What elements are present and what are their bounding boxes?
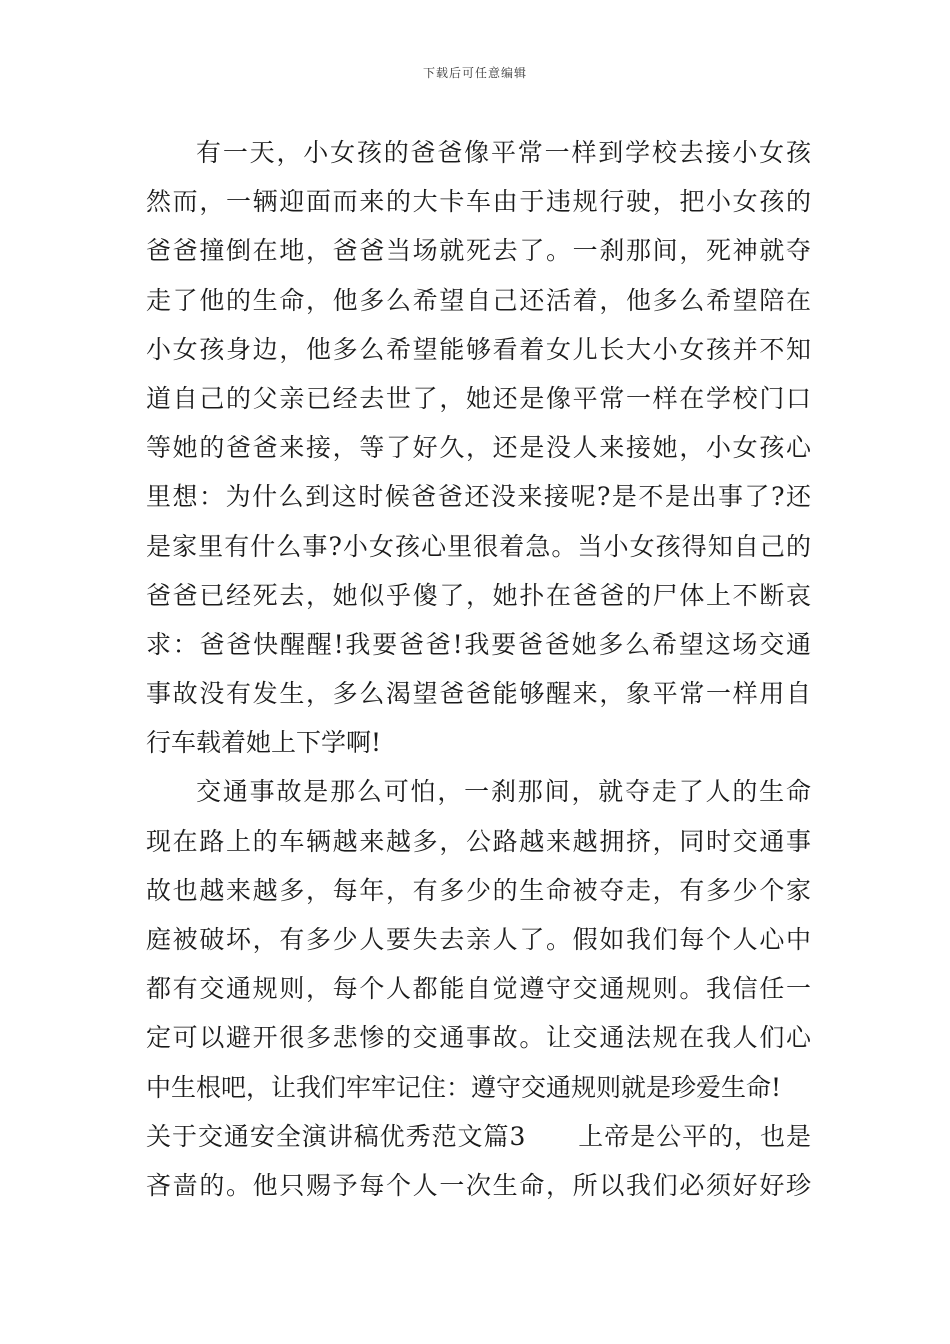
text-line: 道自己的父亲已经去世了，她还是像平常一样在学校门口: [146, 383, 811, 413]
text-line: 然而，一辆迎面而来的大卡车由于违规行驶，把小女孩的: [146, 187, 811, 217]
text-line: 事故没有发生，多么渴望爸爸能够醒来，象平常一样用自: [146, 679, 811, 709]
text-line: 吝啬的。他只赐予每个人一次生命，所以我们必须好好珍: [146, 1170, 811, 1200]
text-line: 故也越来越多，每年，有多少的生命被夺走，有多少个家: [146, 875, 811, 905]
text-line: 定可以避开很多悲惨的交通事故。让交通法规在我人们心: [146, 1023, 811, 1053]
text-line: 关于交通安全演讲稿优秀范文篇3 上帝是公平的，也是: [146, 1121, 811, 1151]
text-line: 走了他的生命，他多么希望自己还活着，他多么希望陪在: [146, 285, 811, 315]
text-line: 庭被破坏，有多少人要失去亲人了。假如我们每个人心中: [146, 925, 811, 954]
text-line: 等她的爸爸来接，等了好久，还是没人来接她，小女孩心: [146, 433, 811, 463]
text-line: 交通事故是那么可怕，一刹那间，就夺走了人的生命: [196, 777, 811, 807]
text-line: 爸爸撞倒在地，爸爸当场就死去了。一刹那间，死神就夺: [146, 236, 811, 266]
document-body: [146, 128, 811, 1210]
page-header: 下载后可任意编辑: [422, 66, 527, 80]
text-line: 都有交通规则，每个人都能自觉遵守交通规则。我信任一: [146, 974, 811, 1004]
text-line: 中生根吧，让我们牢牢记住：遵守交通规则就是珍爱生命!: [146, 1072, 782, 1102]
text-line: 爸爸已经死去，她似乎傻了，她扑在爸爸的尸体上不断哀: [146, 580, 811, 610]
text-line: 是家里有什么事?小女孩心里很着急。当小女孩得知自己的: [146, 531, 811, 561]
text-line: 里想：为什么到这时候爸爸还没来接呢?是不是出事了?还: [146, 482, 811, 512]
text-line: 求：爸爸快醒醒!我要爸爸!我要爸爸她多么希望这场交通: [146, 629, 811, 659]
text-line: 小女孩身边，他多么希望能够看着女儿长大小女孩并不知: [146, 334, 811, 364]
text-line: 有一天，小女孩的爸爸像平常一样到学校去接小女孩: [196, 138, 811, 167]
text-line: 行车载着她上下学啊!: [146, 728, 382, 758]
text-line: 现在路上的车辆越来越多，公路越来越拥挤，同时交通事: [146, 826, 811, 856]
